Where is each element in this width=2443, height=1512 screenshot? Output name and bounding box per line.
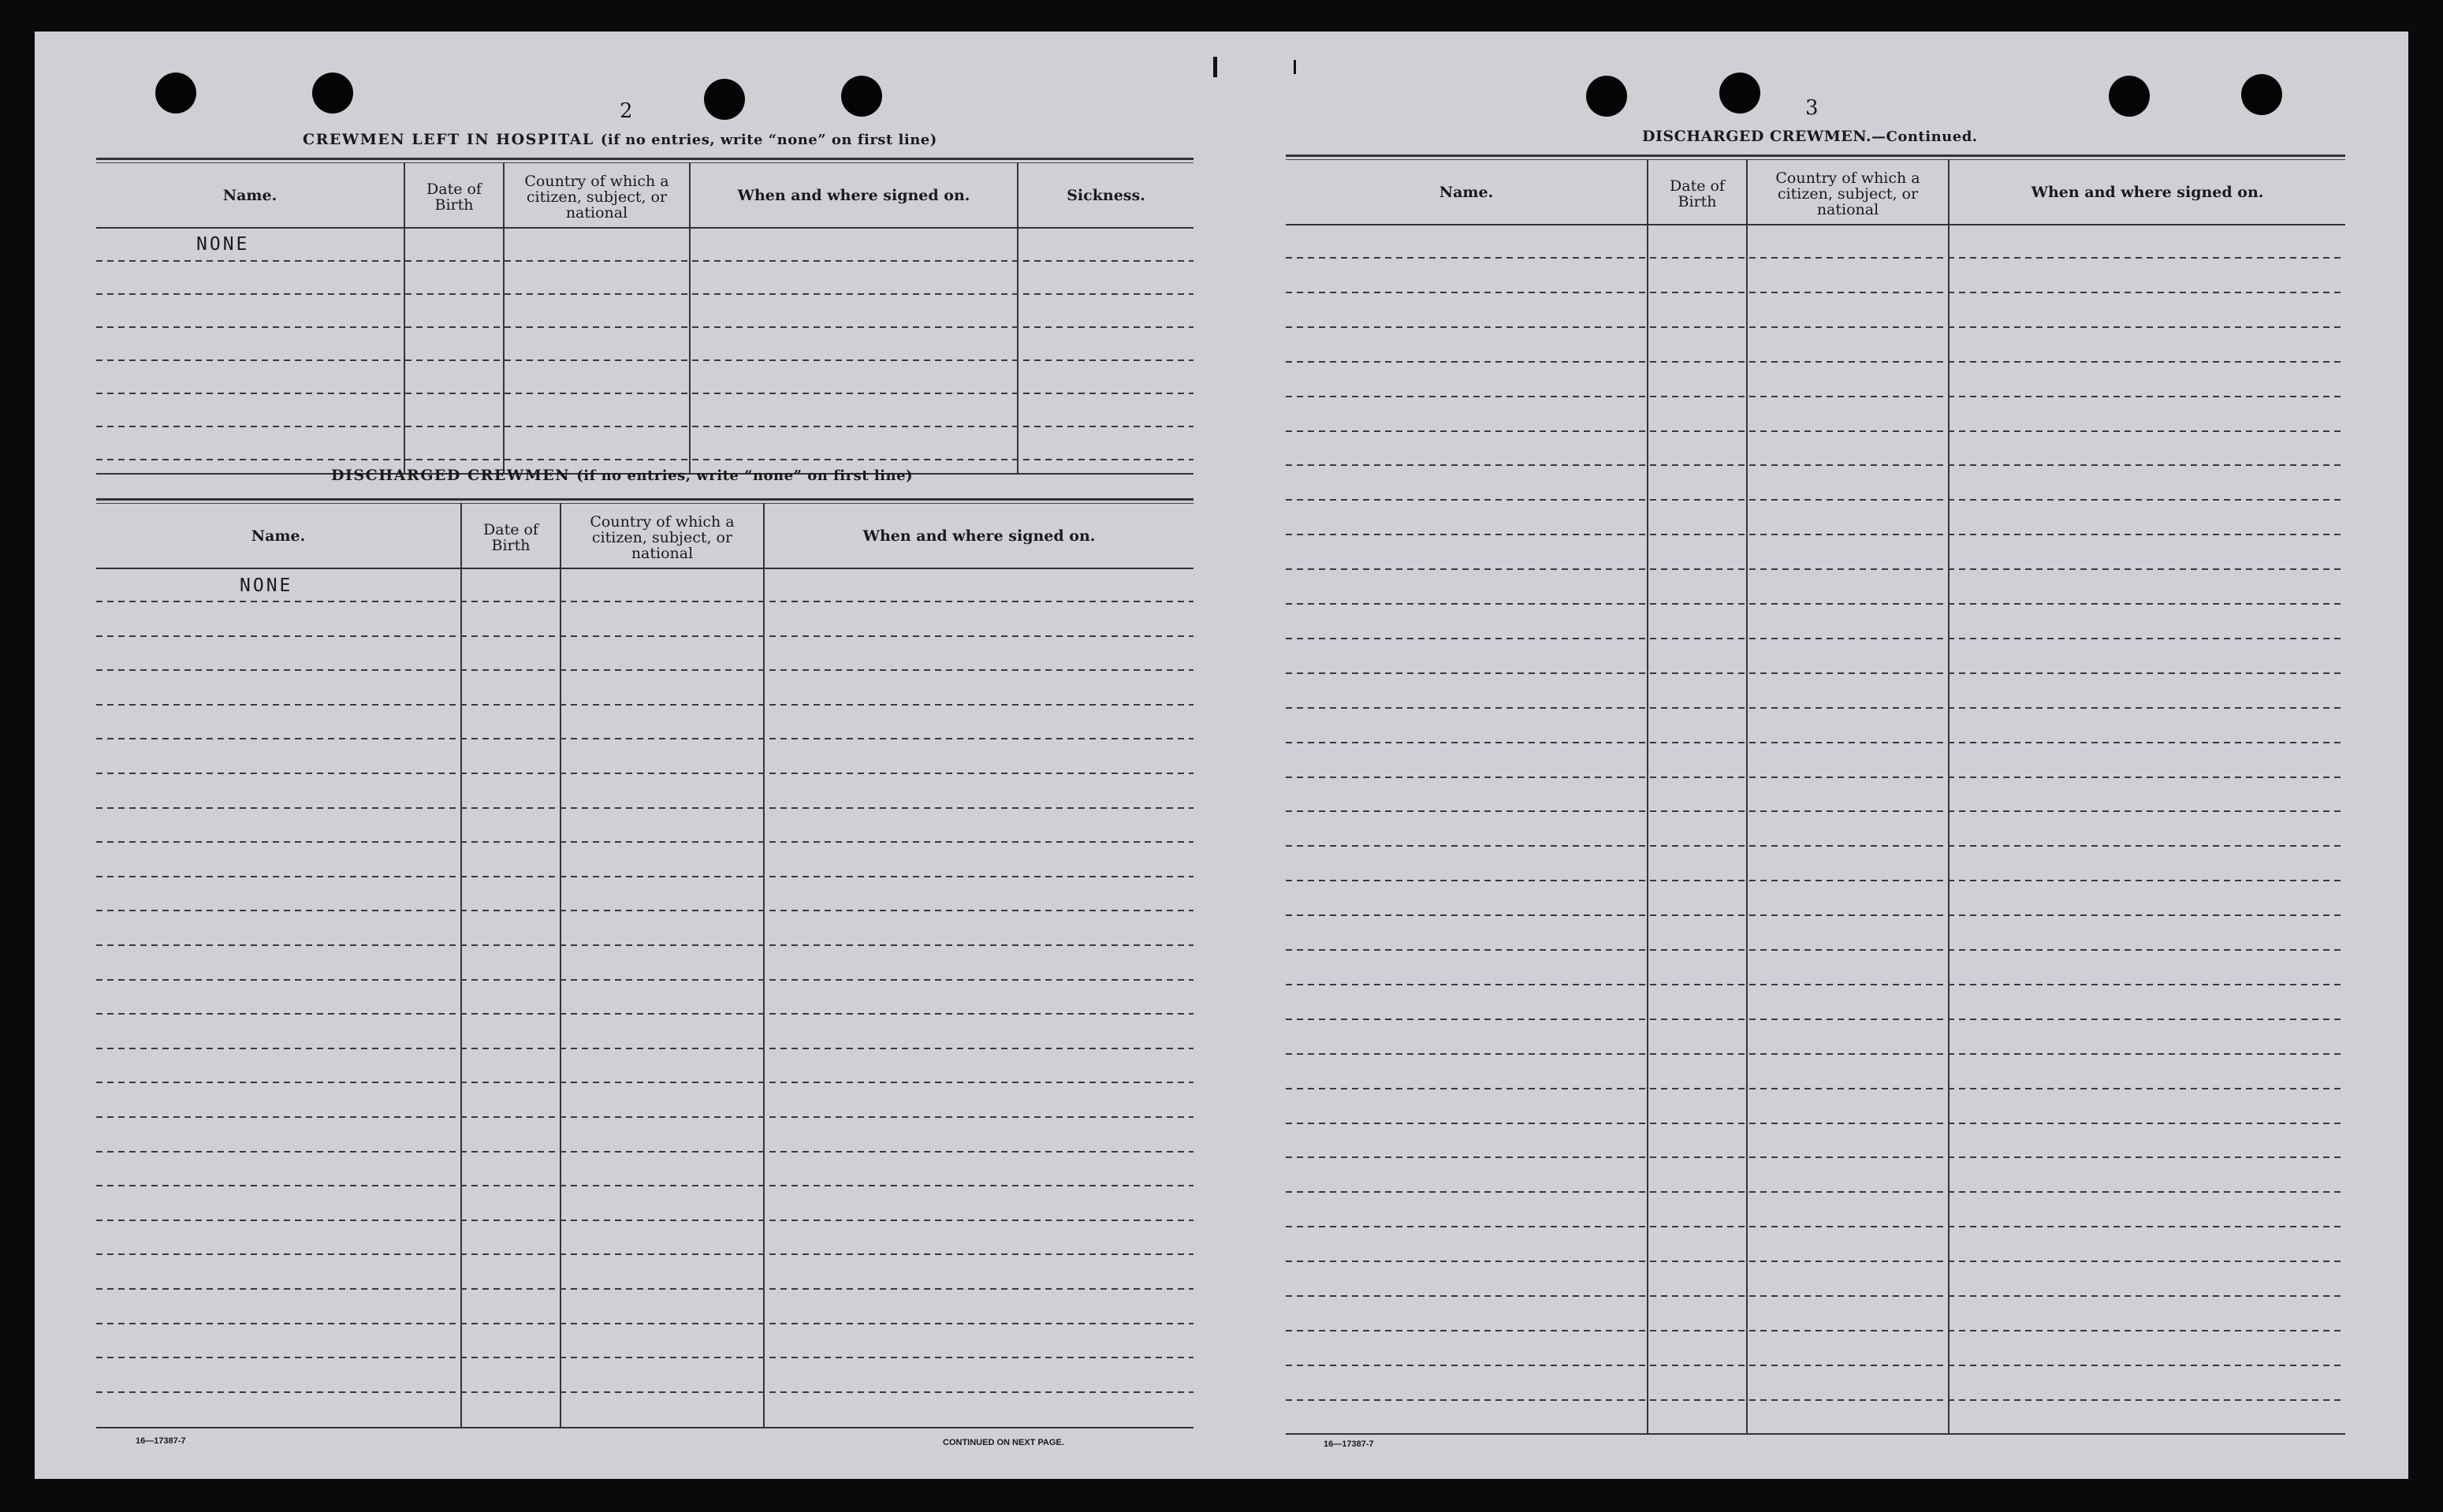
entry-line [1286,1123,2345,1124]
entry-line [96,704,1194,706]
entry-line [1286,845,2345,847]
entry-line [96,876,1194,877]
entry-line [96,979,1194,981]
rule [96,568,1194,569]
entry-line [96,601,1194,602]
entry-line [1286,1330,2345,1331]
entry-line [96,1220,1194,1221]
punch-hole [841,76,882,117]
header-name: Name. [251,527,306,545]
rule [96,1427,1194,1428]
entry-line [96,326,1194,328]
entry-line [1286,707,2345,709]
entry-line [1286,1226,2345,1227]
hospital-first-entry: NONE [196,234,250,255]
rule [1286,155,2345,157]
entry-line [1286,1261,2345,1262]
punch-hole [704,79,745,120]
rule [1286,159,2345,160]
entry-line [1286,1191,2345,1193]
rule [96,498,1194,501]
entry-line [1286,949,2345,951]
header-dob: Date of Birth [426,181,482,214]
header-signed-on: When and where signed on. [737,187,970,204]
entry-line [1286,534,2345,535]
column-divider [1948,159,1950,1435]
header-sickness: Sickness. [1067,187,1145,204]
punch-hole [312,73,353,114]
hospital-section-title [303,131,937,148]
entry-line [96,1151,1194,1153]
header-dob: Date of Birth [1670,177,1725,210]
entry-line [1286,499,2345,501]
rule [1286,1433,2345,1435]
header-name: Name. [222,187,277,204]
entry-line [1286,326,2345,328]
entry-line [96,1116,1194,1118]
entry-line [96,1391,1194,1393]
entry-line [96,807,1194,809]
rule [96,162,1194,163]
rule [96,227,1194,229]
discharged-title-note: (if no entries, write “none” on first line) [576,467,914,484]
entry-line [1286,292,2345,293]
page-number: 2 [620,99,633,123]
header-country: Country of which a citizen, subject, or national [1775,169,1920,218]
entry-line [96,944,1194,946]
left-page [35,32,1221,1479]
header-name: Name. [1439,184,1494,201]
entry-line [1286,464,2345,466]
column-divider [1746,159,1748,1435]
hospital-title-text: CREWMEN LEFT IN HOSPITAL [303,131,594,148]
entry-line [96,669,1194,671]
entry-line [1286,1399,2345,1401]
header-country: Country of which a citizen, subject, or national [590,513,735,562]
entry-line [1286,776,2345,778]
scan-mark [1294,60,1296,74]
header-signed-on: When and where signed on. [862,527,1096,545]
entry-line [1286,742,2345,743]
header-signed-on: When and where signed on. [2031,184,2264,201]
rule [96,503,1194,504]
entry-line [96,459,1194,460]
scan-mark [1213,57,1217,77]
punch-hole [1586,76,1627,117]
entry-line [96,393,1194,394]
continued-title-suffix: —Continued. [1871,128,1978,145]
entry-line [96,841,1194,843]
form-number: 16—17387-7 [136,1436,186,1446]
continued-section-title [1642,128,1978,145]
punch-hole [2241,74,2282,115]
punch-hole [2109,76,2150,117]
form-number: 16—17387-7 [1324,1439,1374,1449]
entry-line [1286,880,2345,881]
entry-line [1286,1088,2345,1089]
entry-line [96,359,1194,361]
entry-line [1286,257,2345,259]
punch-hole [155,73,196,114]
entry-line [96,1185,1194,1186]
continued-note: CONTINUED ON NEXT PAGE. [943,1438,1064,1447]
entry-line [1286,430,2345,432]
rule [96,158,1194,160]
entry-line [1286,603,2345,605]
discharged-first-entry: NONE [240,575,293,596]
entry-line [1286,361,2345,363]
entry-line [1286,1156,2345,1158]
header-country: Country of which a citizen, subject, or national [524,173,669,222]
discharged-section-title [331,467,913,484]
continued-title-text: DISCHARGED CREWMEN. [1642,128,1872,145]
entry-line [1286,1019,2345,1020]
entry-line [1286,638,2345,639]
header-dob: Date of Birth [483,521,538,554]
punch-hole [1719,73,1760,114]
entry-line [96,1013,1194,1015]
hospital-title-note: (if no entries, write “none” on first line) [600,132,937,148]
entry-line [96,1357,1194,1358]
entry-line [96,1288,1194,1290]
entry-line [1286,396,2345,397]
entry-line [96,635,1194,637]
entry-line [96,293,1194,295]
entry-line [1286,810,2345,812]
column-divider [1647,159,1648,1435]
entry-line [96,1082,1194,1083]
entry-line [96,1048,1194,1049]
entry-line [1286,914,2345,916]
entry-line [1286,1053,2345,1055]
entry-line [96,773,1194,774]
entry-line [96,738,1194,739]
entry-line [1286,1295,2345,1297]
page-number: 3 [1805,96,1819,120]
entry-line [1286,1365,2345,1366]
entry-line [1286,672,2345,674]
rule [1286,224,2345,225]
entry-line [96,910,1194,911]
entry-line [1286,984,2345,985]
entry-line [96,426,1194,427]
entry-line [96,1323,1194,1324]
discharged-title-text: DISCHARGED CREWMEN [331,467,571,484]
entry-line [96,260,1194,262]
right-page [1221,32,2408,1479]
entry-line [1286,568,2345,570]
entry-line [96,1253,1194,1255]
